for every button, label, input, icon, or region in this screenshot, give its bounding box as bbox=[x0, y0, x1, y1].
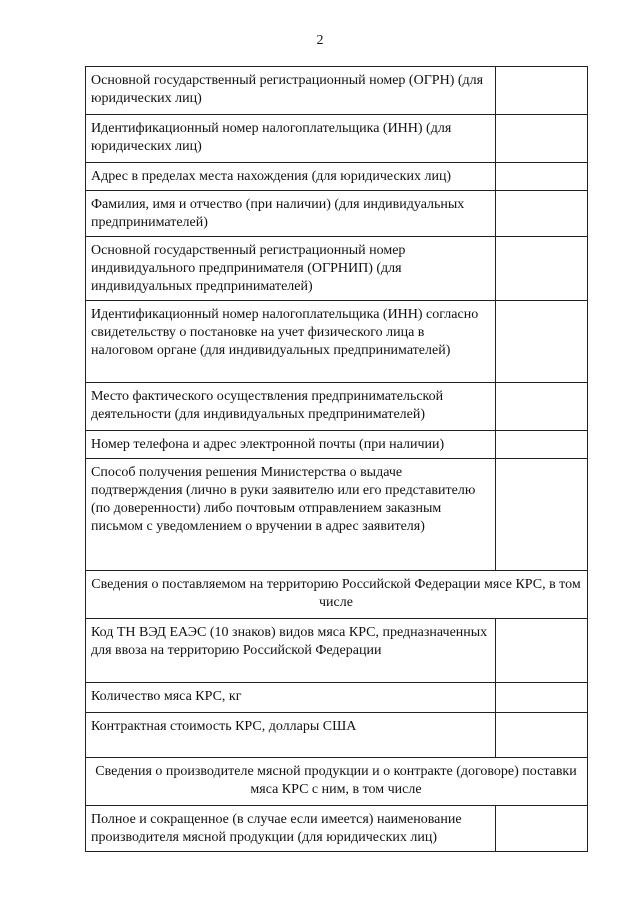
field-label-contacts: Номер телефона и адрес электронной почты (при наличии) bbox=[86, 431, 496, 459]
field-value-receipt-method bbox=[496, 459, 588, 571]
section-heading-producer: Сведения о производителе мясной продукции и о контракте (договоре) поставки мяса КРС с ним, в том числе bbox=[86, 758, 588, 806]
table-row bbox=[86, 383, 588, 431]
table-row bbox=[86, 806, 588, 852]
table-row bbox=[86, 619, 588, 683]
table-row bbox=[86, 431, 588, 459]
table-row bbox=[86, 115, 588, 163]
table-row bbox=[86, 713, 588, 758]
field-value-inn-legal bbox=[496, 115, 588, 163]
table-row bbox=[86, 459, 588, 571]
field-value-tnved-code bbox=[496, 619, 588, 683]
field-value-full-name bbox=[496, 191, 588, 237]
field-label-address: Адрес в пределах места нахождения (для юридических лиц) bbox=[86, 163, 496, 191]
field-label-tnved-code: Код ТН ВЭД ЕАЭС (10 знаков) видов мяса КРС, предназначенных для ввоза на территорию Российской Федерации bbox=[86, 619, 496, 683]
field-value-contract-value bbox=[496, 713, 588, 758]
table-row bbox=[86, 163, 588, 191]
field-label-inn-individual: Идентификационный номер налогоплательщика (ИНН) согласно свидетельству о постановке на учет физического лица в налоговом органе (для индивидуальных предпринимателей) bbox=[86, 301, 496, 383]
field-value-quantity bbox=[496, 683, 588, 713]
field-label-receipt-method: Способ получения решения Министерства о выдаче подтверждения (лично в руки заявителю или его представителю (по доверенности) либо почтовым отправлением заказным письмом с уведомлением о вручении в адрес заявителя) bbox=[86, 459, 496, 571]
field-value-inn-individual bbox=[496, 301, 588, 383]
field-label-contract-value: Контрактная стоимость КРС, доллары США bbox=[86, 713, 496, 758]
field-value-business-location bbox=[496, 383, 588, 431]
field-label-full-name: Фамилия, имя и отчество (при наличии) (для индивидуальных предпринимателей) bbox=[86, 191, 496, 237]
field-label-ogrnip: Основной государственный регистрационный номер индивидуального предпринимателя (ОГРНИП) (для индивидуальных предпринимателей) bbox=[86, 237, 496, 301]
field-value-address bbox=[496, 163, 588, 191]
field-label-producer-name: Полное и сокращенное (в случае если имеется) наименование производителя мясной продукции (для юридических лиц) bbox=[86, 806, 496, 852]
table-row bbox=[86, 191, 588, 237]
field-label-quantity: Количество мяса КРС, кг bbox=[86, 683, 496, 713]
field-label-inn-legal: Идентификационный номер налогоплательщика (ИНН) (для юридических лиц) bbox=[86, 115, 496, 163]
field-value-ogrn bbox=[496, 67, 588, 115]
page-number: 2 bbox=[316, 33, 324, 48]
table-row bbox=[86, 67, 588, 115]
field-value-ogrnip bbox=[496, 237, 588, 301]
field-value-producer-name bbox=[496, 806, 588, 852]
section-heading-meat-supply: Сведения о поставляемом на территорию Российской Федерации мясе КРС, в том числе bbox=[86, 571, 588, 619]
application-form-table bbox=[85, 66, 588, 852]
table-row bbox=[86, 237, 588, 301]
section-row bbox=[86, 571, 588, 619]
table-row bbox=[86, 683, 588, 713]
field-value-contacts bbox=[496, 431, 588, 459]
section-row bbox=[86, 758, 588, 806]
field-label-ogrn: Основной государственный регистрационный номер (ОГРН) (для юридических лиц) bbox=[86, 67, 496, 115]
field-label-business-location: Место фактического осуществления предпринимательской деятельности (для индивидуальных предпринимателей) bbox=[86, 383, 496, 431]
table-row bbox=[86, 301, 588, 383]
